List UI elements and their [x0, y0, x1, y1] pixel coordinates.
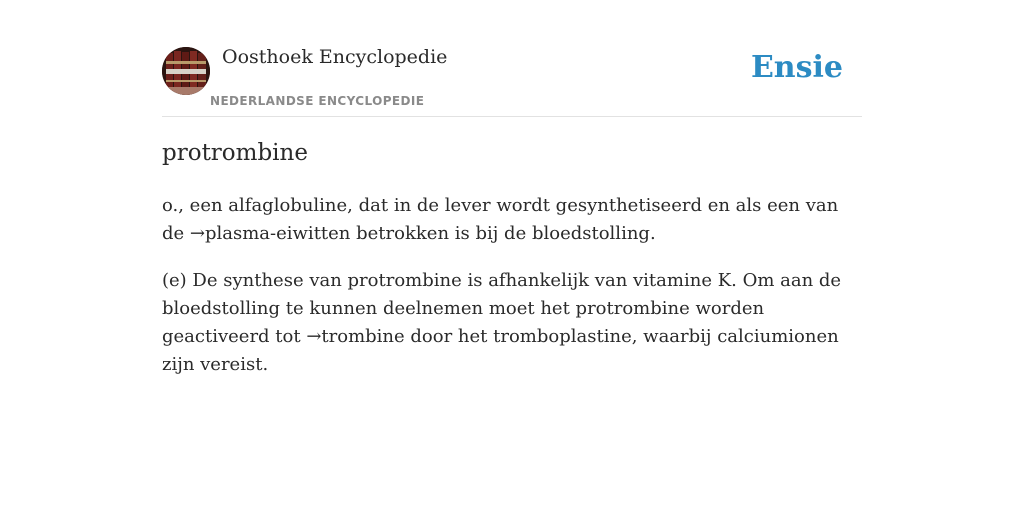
ensie-logo-link[interactable]: Ensie [750, 50, 843, 85]
cross-reference-link-trombine[interactable]: →trombine [306, 326, 405, 347]
cross-reference-link-plasma-eiwitten[interactable]: →plasma-eiwitten [189, 223, 351, 244]
entry-paragraph [162, 192, 862, 248]
site-title[interactable]: Oosthoek Encyclopedie [222, 46, 448, 68]
entry-paragraph [162, 267, 862, 379]
page-header [162, 0, 862, 117]
paragraph-text: betrokken is bij de bloedstolling. [350, 223, 656, 244]
entry-title: protrombine [162, 140, 308, 166]
site-subtitle: NEDERLANDSE ENCYCLOPEDIE [210, 94, 425, 108]
paragraph-text: o., een alfaglobuline, dat in de lever wordt gesynthetiseerd en als een van de [162, 195, 839, 244]
paragraph-text: (e) De synthese van protrombine is afhankelijk van vitamine K. Om aan de bloedstolling te kunnen deelnemen moet het protrombine worden geactiveerd tot [162, 270, 842, 347]
encyclopedia-books-icon[interactable] [162, 47, 210, 95]
page-content [162, 0, 862, 375]
paragraph-text: door het tromboplastine, waarbij calciumionen zijn vereist. [162, 326, 839, 375]
